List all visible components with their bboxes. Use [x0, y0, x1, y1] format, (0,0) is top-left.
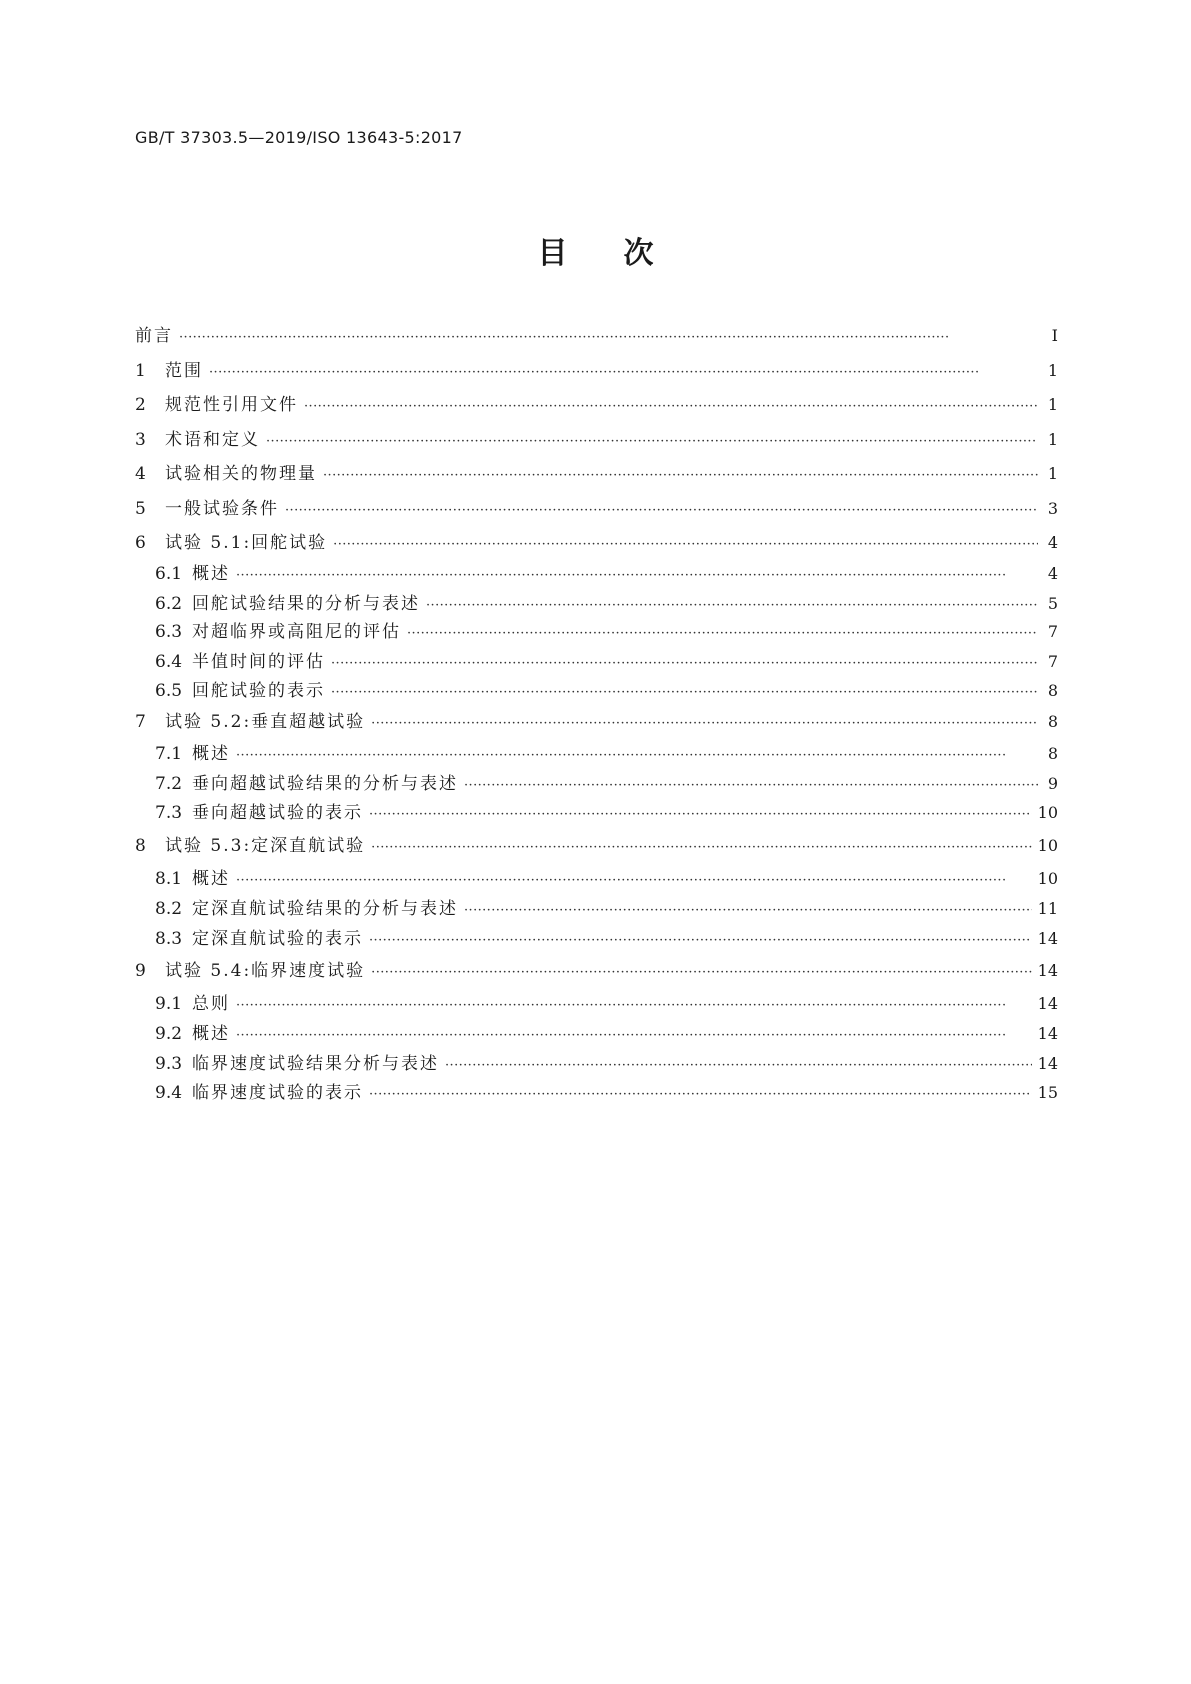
- toc-entry[interactable]: [155, 1052, 1058, 1076]
- toc-entry-number: 9.2: [155, 1024, 183, 1044]
- dot-leader: [445, 1054, 1032, 1078]
- toc-entry-number: 9: [135, 961, 146, 981]
- dot-leader: [371, 836, 1031, 860]
- toc-entry-page-number: 1: [1047, 464, 1058, 483]
- toc-entry-number: 9.3: [155, 1054, 183, 1074]
- dot-leader: [464, 899, 1032, 923]
- toc-entry-number: 7.2: [155, 774, 183, 794]
- toc-entry-label: 试验 5.1:回舵试验: [165, 533, 328, 553]
- toc-entry-label: 总则: [192, 994, 230, 1014]
- toc-entry-page-number: 8: [1047, 681, 1058, 700]
- toc-entry-label: 一般试验条件: [165, 499, 279, 519]
- dot-leader: [331, 681, 1038, 705]
- toc-entry-label: 回舵试验结果的分析与表述: [192, 594, 420, 614]
- toc-entry-number: 6.2: [155, 594, 183, 614]
- toc-entry-label: 半值时间的评估: [192, 652, 325, 672]
- dot-leader: [371, 712, 1038, 736]
- toc-entry-page-number: 8: [1047, 744, 1058, 763]
- toc-entry[interactable]: [155, 927, 1058, 951]
- toc-entry-number: 8: [135, 836, 146, 856]
- toc-entry-label: 范围: [165, 361, 203, 381]
- toc-entry[interactable]: [155, 1022, 1058, 1046]
- toc-entry[interactable]: [155, 562, 1058, 586]
- toc-entry-number: 9.1: [155, 994, 183, 1014]
- toc-entry-number: 8.2: [155, 899, 183, 919]
- toc-entry[interactable]: [155, 897, 1058, 921]
- toc-entry[interactable]: [135, 959, 1058, 983]
- toc-entry[interactable]: [155, 867, 1058, 891]
- toc-entry-page-number: 10: [1037, 836, 1058, 855]
- toc-entry-page-number: 8: [1047, 712, 1058, 731]
- toc-entry-number: 3: [135, 430, 146, 450]
- toc-entry-label: 垂向超越试验结果的分析与表述: [192, 774, 458, 794]
- toc-entry-number: 9.4: [155, 1083, 183, 1103]
- toc-entry-number: 6.4: [155, 652, 183, 672]
- toc-entry[interactable]: [155, 1081, 1058, 1105]
- toc-entry-label: 概述: [192, 869, 230, 889]
- toc-entry[interactable]: [135, 428, 1058, 452]
- toc-entry-number: 6: [135, 533, 146, 553]
- toc-entry-page-number: 7: [1047, 652, 1058, 671]
- dot-leader: [331, 652, 1038, 676]
- toc-entry-page-number: 10: [1037, 869, 1058, 888]
- toc-entry-number: 2: [135, 395, 146, 415]
- toc-entry-page-number: 14: [1037, 961, 1058, 980]
- dot-leader: [369, 803, 1032, 827]
- dot-leader: [426, 594, 1038, 618]
- toc-entry-number: 1: [135, 361, 146, 381]
- dot-leader: [407, 622, 1038, 646]
- toc-entry-page-number: 5: [1047, 594, 1058, 613]
- toc-entry-page-number: 15: [1037, 1083, 1058, 1102]
- toc-entry-label: 试验 5.3:定深直航试验: [165, 836, 366, 856]
- toc-entry[interactable]: [135, 710, 1058, 734]
- toc-entry-label: 垂向超越试验的表示: [192, 803, 363, 823]
- dot-leader: [333, 533, 1038, 557]
- dot-leader: [369, 1083, 1032, 1107]
- dot-leader: [236, 1024, 1032, 1048]
- toc-entry-page-number: 7: [1047, 622, 1058, 641]
- toc-entry-label: 试验 5.2:垂直超越试验: [165, 712, 366, 732]
- toc-entry-page-number: 14: [1037, 1054, 1058, 1073]
- dot-leader: [323, 464, 1038, 488]
- toc-entry-number: 8.1: [155, 869, 183, 889]
- toc-entry-page-number: 1: [1047, 395, 1058, 414]
- toc-entry-page-number: Ⅰ: [1051, 326, 1058, 345]
- toc-entry-number: 4: [135, 464, 146, 484]
- toc-entry[interactable]: [135, 359, 1058, 383]
- toc-entry-page-number: 9: [1047, 774, 1058, 793]
- toc-entry-number: 6.3: [155, 622, 183, 642]
- toc-title: 目次: [537, 236, 710, 271]
- toc-entry-label: 对超临界或高阻尼的评估: [192, 622, 401, 642]
- toc-entry[interactable]: [135, 324, 1058, 348]
- toc-entry-label: 概述: [192, 744, 230, 764]
- toc-entry-page-number: 1: [1047, 430, 1058, 449]
- dot-leader: [209, 361, 1038, 385]
- toc-entry-label: 回舵试验的表示: [192, 681, 325, 701]
- toc-entry[interactable]: [155, 742, 1058, 766]
- toc-entry[interactable]: [135, 462, 1058, 486]
- toc-entry[interactable]: [155, 679, 1058, 703]
- toc-entry[interactable]: [135, 834, 1058, 858]
- toc-entry-label: 前言: [135, 326, 173, 346]
- toc-entry[interactable]: [155, 620, 1058, 644]
- toc-entry-label: 临界速度试验结果分析与表述: [192, 1054, 439, 1074]
- standard-code: GB/T 37303.5—2019/ISO 13643-5:2017: [135, 128, 463, 147]
- toc-entry-number: 6.1: [155, 564, 183, 584]
- toc-entry[interactable]: [155, 801, 1058, 825]
- toc-entry-page-number: 14: [1037, 929, 1058, 948]
- toc-entry-number: 5: [135, 499, 146, 519]
- dot-leader: [266, 430, 1038, 454]
- dot-leader: [371, 961, 1031, 985]
- dot-leader: [236, 994, 1032, 1018]
- toc-entry-number: 7: [135, 712, 146, 732]
- toc-entry-page-number: 14: [1037, 1024, 1058, 1043]
- toc-entry-label: 规范性引用文件: [165, 395, 298, 415]
- dot-leader: [179, 326, 1038, 350]
- dot-leader: [236, 869, 1032, 893]
- toc-entry-label: 试验 5.4:临界速度试验: [165, 961, 366, 981]
- toc-entry[interactable]: [155, 592, 1058, 616]
- toc-entry-label: 定深直航试验的表示: [192, 929, 363, 949]
- toc-entry[interactable]: [135, 531, 1058, 555]
- toc-entry-page-number: 4: [1047, 533, 1058, 552]
- toc-entry[interactable]: [135, 497, 1058, 521]
- toc-entry-label: 术语和定义: [165, 430, 260, 450]
- dot-leader: [369, 929, 1032, 953]
- toc-entry-page-number: 14: [1037, 994, 1058, 1013]
- toc-entry-page-number: 1: [1047, 361, 1058, 380]
- dot-leader: [236, 744, 1038, 768]
- toc-entry[interactable]: [155, 772, 1058, 796]
- toc-entry-page-number: 4: [1047, 564, 1058, 583]
- toc-entry[interactable]: [155, 992, 1058, 1016]
- toc-entry-label: 概述: [192, 1024, 230, 1044]
- dot-leader: [236, 564, 1038, 588]
- dot-leader: [304, 395, 1038, 419]
- toc-entry-number: 8.3: [155, 929, 183, 949]
- toc-entry-number: 7.1: [155, 744, 183, 764]
- toc-entry-number: 6.5: [155, 681, 183, 701]
- toc-entry-page-number: 11: [1037, 899, 1058, 918]
- toc-entry-label: 临界速度试验的表示: [192, 1083, 363, 1103]
- toc-entry-label: 试验相关的物理量: [165, 464, 317, 484]
- toc-entry-label: 概述: [192, 564, 230, 584]
- toc-entry-page-number: 10: [1037, 803, 1058, 822]
- dot-leader: [285, 499, 1038, 523]
- toc-entry[interactable]: [155, 650, 1058, 674]
- toc-entry-page-number: 3: [1047, 499, 1058, 518]
- toc-entry[interactable]: [135, 393, 1058, 417]
- dot-leader: [464, 774, 1038, 798]
- toc-entry-number: 7.3: [155, 803, 183, 823]
- toc-entry-label: 定深直航试验结果的分析与表述: [192, 899, 458, 919]
